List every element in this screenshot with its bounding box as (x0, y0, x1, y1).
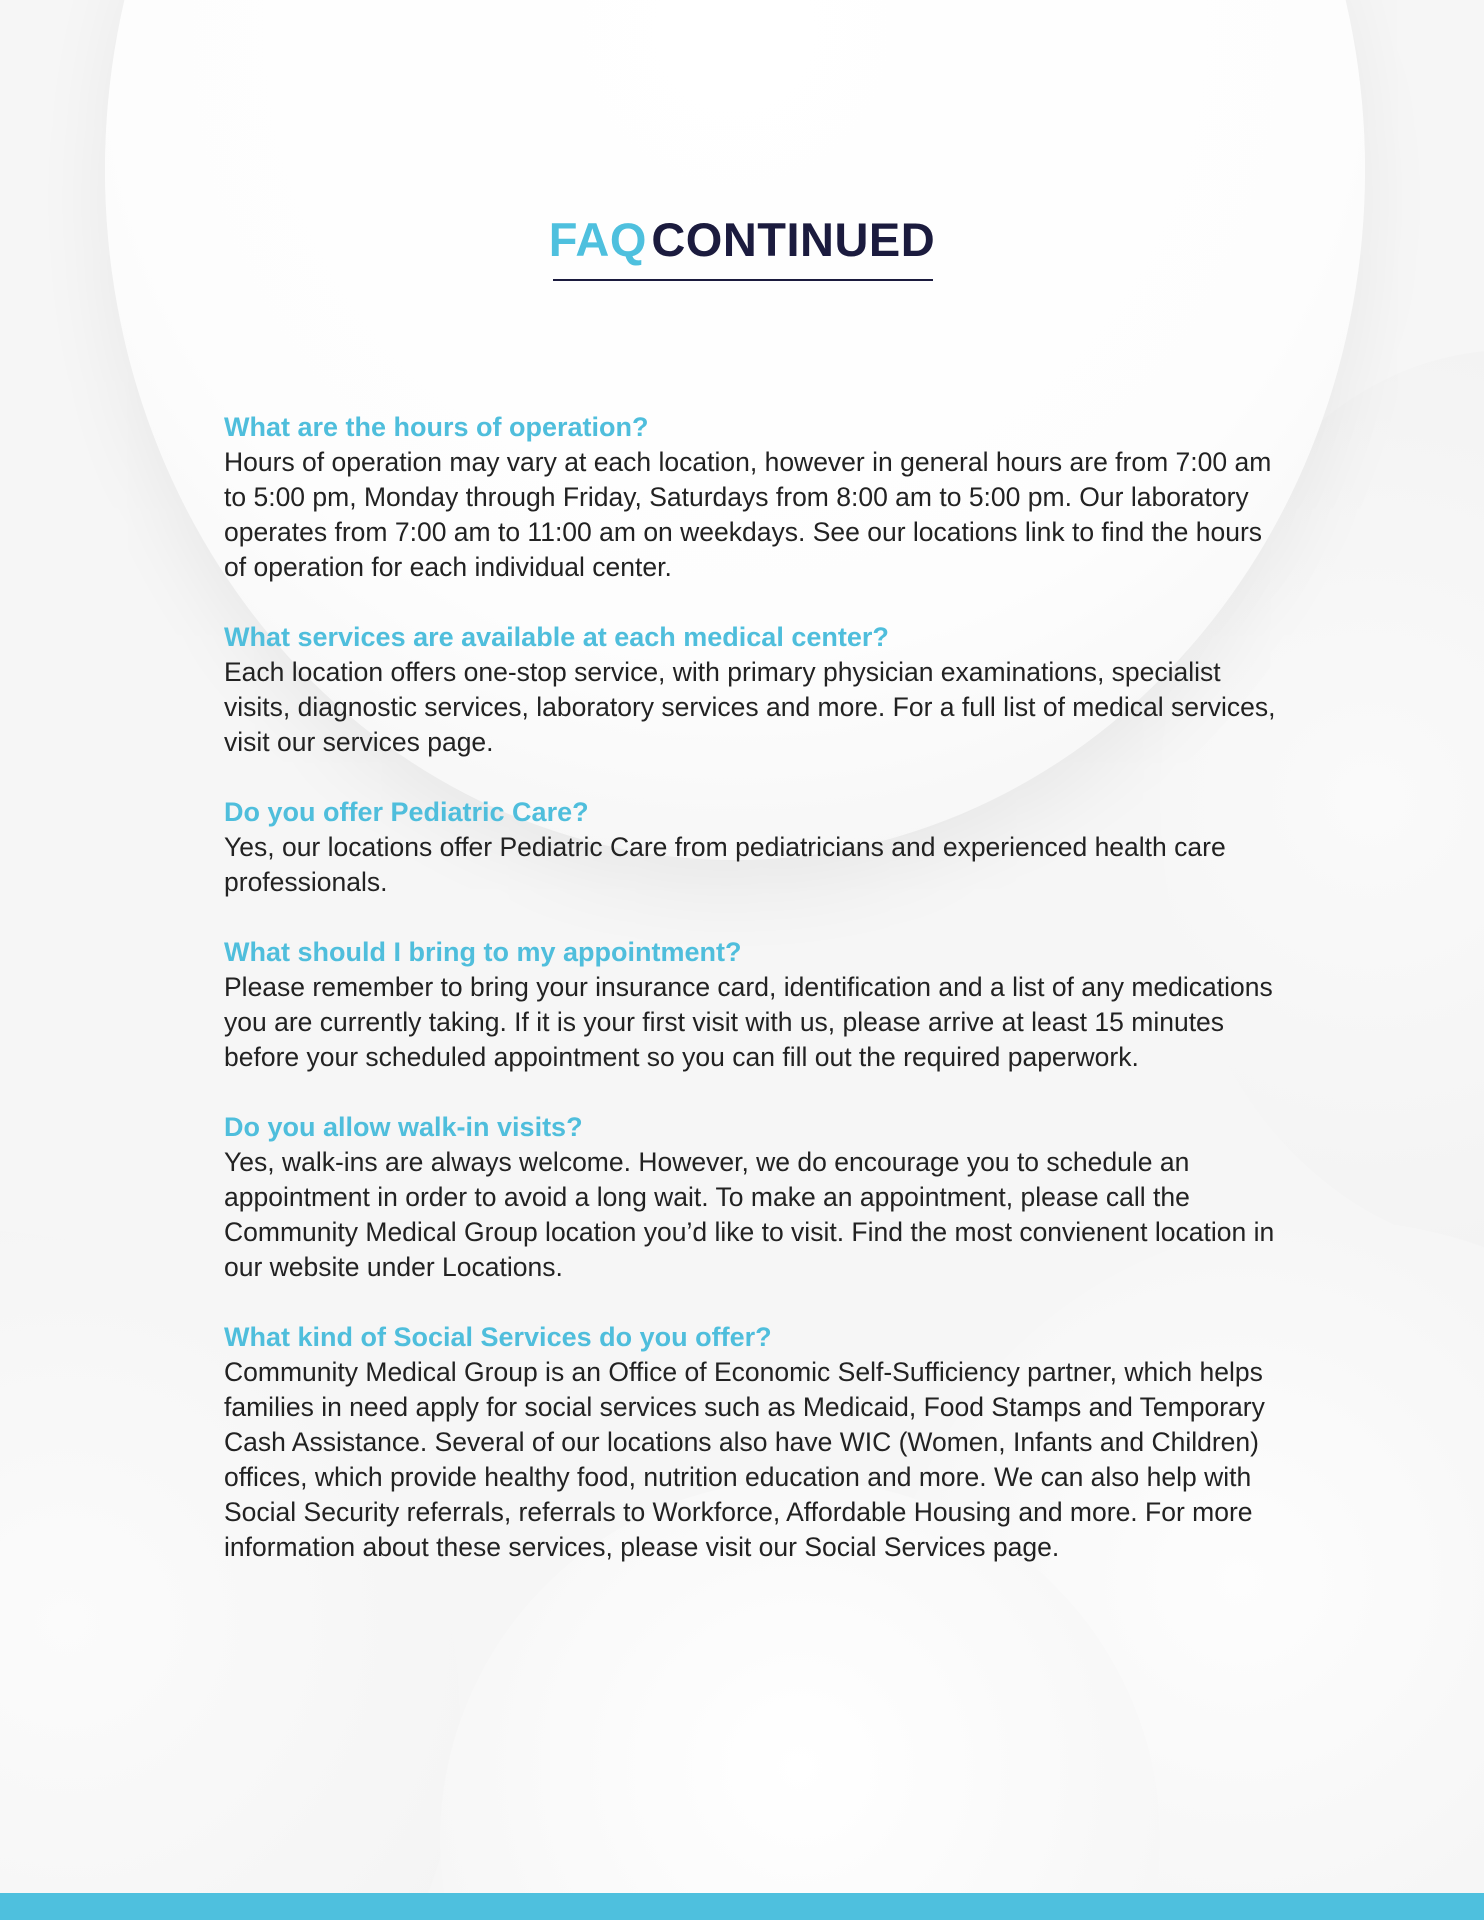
faq-question: What should I bring to my appointment? (224, 937, 742, 967)
faq-answer: Yes, walk-ins are always welcome. However, we do encourage you to schedule an appointment in order to avoid a long wait. To make an appointment, please call the Community Medical Group location you’d like to visit. Find the most convienent location in our website under Locations. (224, 1147, 1275, 1282)
faq-item-social-services (224, 1320, 1284, 1565)
faq-question: Do you offer Pediatric Care? (224, 797, 589, 827)
faq-item-hours (224, 410, 1284, 585)
faq-list (224, 410, 1284, 1600)
faq-question: What are the hours of operation? (224, 412, 649, 442)
faq-answer: Hours of operation may vary at each location, however in general hours are from 7:00 am to 5:00 pm, Monday through Friday, Saturdays from 8:00 am to 5:00 pm. Our laboratory operates from 7:00 am to 11:00 am on weekdays. See our locations link to find the hours of operation for each individual center. (224, 447, 1272, 582)
footer-accent-bar (0, 1893, 1484, 1920)
title-underline (553, 279, 933, 281)
faq-answer: Community Medical Group is an Office of Economic Self-Sufficiency partner, which helps families in need apply for social services such as Medicaid, Food Stamps and Temporary Cash Assistance. Several of our locations also have WIC (Women, Infants and Children) offices, which provide healthy food, nutrition education and more. We can also help with Social Security referrals, referrals to Workforce, Affordable Housing and more. For more information about these services, please visit our Social Services page. (224, 1357, 1265, 1562)
faq-answer: Yes, our locations offer Pediatric Care from pediatricians and experienced health care professionals. (224, 832, 1226, 897)
faq-item-appointment (224, 935, 1284, 1075)
faq-item-walk-in (224, 1110, 1284, 1285)
page-title-group (549, 212, 935, 275)
faq-answer: Each location offers one-stop service, with primary physician examinations, specialist visits, diagnostic services, laboratory services and more. For a full list of medical services, visit our services page. (224, 657, 1276, 757)
page-title (0, 212, 1484, 275)
page-title-accent: FAQ (548, 213, 647, 266)
faq-item-pediatric (224, 795, 1284, 900)
faq-question: What kind of Social Services do you offer? (224, 1322, 772, 1352)
faq-answer: Please remember to bring your insurance card, identification and a list of any medications you are currently taking. If it is your first visit with us, please arrive at least 15 minutes before your scheduled appointment so you can fill out the required paperwork. (224, 972, 1273, 1072)
faq-question: What services are available at each medical center? (224, 622, 889, 652)
page-title-main: CONTINUED (651, 213, 936, 266)
faq-item-services (224, 620, 1284, 760)
faq-question: Do you allow walk-in visits? (224, 1112, 583, 1142)
